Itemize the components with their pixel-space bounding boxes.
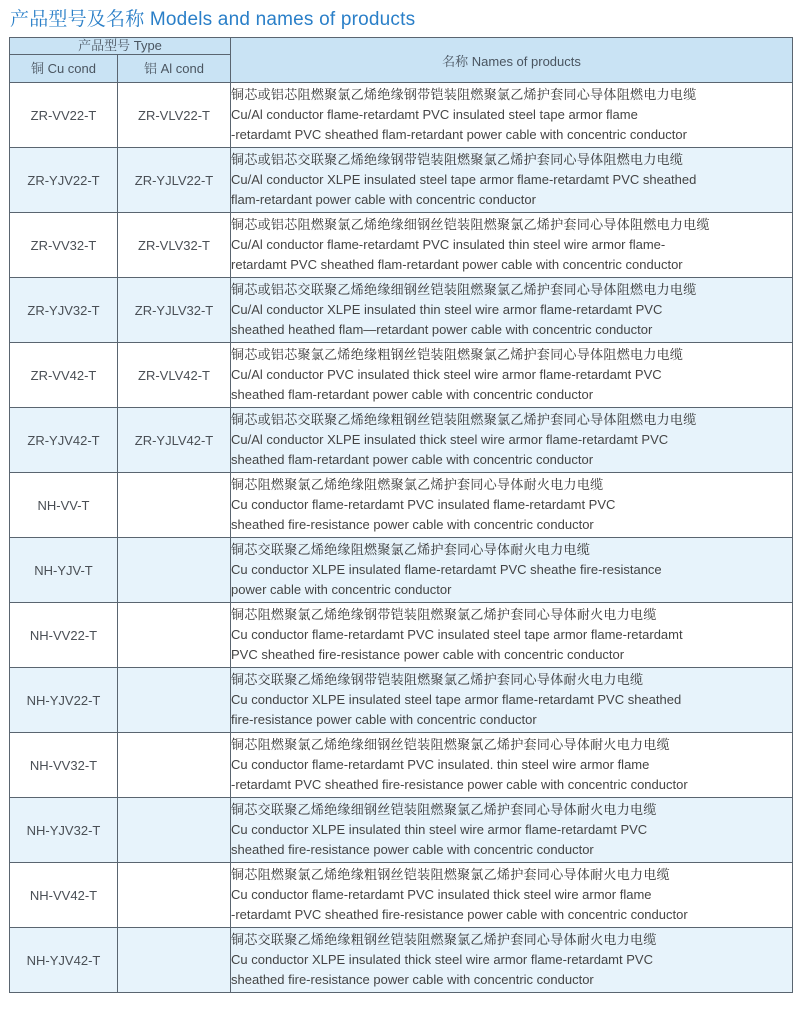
table-body [10, 83, 793, 993]
table-row [10, 798, 793, 863]
product-name-en-line1: Cu conductor flame-retardamt PVC insulated steel tape armor flame-retardamt [231, 627, 683, 642]
product-name-en-line1: Cu/Al conductor XLPE insulated steel tape armor flame-retardamt PVC sheathed [231, 172, 697, 187]
al-model-cell [118, 473, 231, 538]
al-model-cell [118, 603, 231, 668]
product-name-en-line2: sheathed flam-retardant power cable with concentric conductor [231, 452, 594, 467]
product-name-cell [231, 798, 793, 863]
product-name-cell [231, 863, 793, 928]
cu-model-cell: NH-VV42-T [10, 863, 118, 928]
cu-model-cell: NH-VV-T [10, 473, 118, 538]
product-name-zh: 铜芯阻燃聚氯乙烯绝缘粗钢丝铠装阻燃聚氯乙烯护套同心导体耐火电力电缆 [231, 867, 670, 882]
product-name-cell [231, 213, 793, 278]
al-model-cell [118, 538, 231, 603]
product-name-zh: 铜芯交联聚乙烯绝缘阻燃聚氯乙烯护套同心导体耐火电力电缆 [231, 542, 591, 557]
product-name-zh: 铜芯阻燃聚氯乙烯绝缘钢带铠装阻燃聚氯乙烯护套同心导体耐火电力电缆 [231, 607, 657, 622]
al-model-cell [118, 863, 231, 928]
product-name-en-line2: sheathed fire-resistance power cable with concentric conductor [231, 842, 594, 857]
product-name-zh: 铜芯阻燃聚氯乙烯绝缘细钢丝铠装阻燃聚氯乙烯护套同心导体耐火电力电缆 [231, 737, 670, 752]
product-name-en-line1: Cu/Al conductor XLPE insulated thin steel wire armor flame-retardamt PVC [231, 302, 663, 317]
product-name-en-line1: Cu conductor flame-retardamt PVC insulated flame-retardamt PVC [231, 497, 616, 512]
product-name-cell [231, 408, 793, 473]
al-model-cell [118, 798, 231, 863]
cu-model-cell: NH-VV22-T [10, 603, 118, 668]
table-row [10, 83, 793, 148]
header-name: 名称 Names of products [231, 38, 793, 83]
table-row [10, 148, 793, 213]
cu-model-cell: ZR-VV22-T [10, 83, 118, 148]
product-name-en-line2: sheathed flam-retardant power cable with concentric conductor [231, 387, 594, 402]
cu-model-cell: NH-YJV-T [10, 538, 118, 603]
product-name-cell [231, 603, 793, 668]
al-model-cell: ZR-YJLV42-T [118, 408, 231, 473]
product-name-cell [231, 733, 793, 798]
header-al-cond: 铝 Al cond [118, 55, 231, 83]
al-model-cell: ZR-VLV42-T [118, 343, 231, 408]
product-name-cell [231, 538, 793, 603]
product-name-en-line2: PVC sheathed fire-resistance power cable with concentric conductor [231, 647, 625, 662]
cu-model-cell: NH-VV32-T [10, 733, 118, 798]
table-row [10, 343, 793, 408]
product-name-en-line1: Cu conductor XLPE insulated thin steel wire armor flame-retardamt PVC [231, 822, 648, 837]
header-type: 产品型号 Type [10, 38, 231, 55]
products-table [9, 37, 793, 993]
product-name-zh: 铜芯或铝芯阻燃聚氯乙烯绝缘钢带铠装阻燃聚氯乙烯护套同心导体阻燃电力电缆 [231, 87, 697, 102]
cu-model-cell: ZR-YJV42-T [10, 408, 118, 473]
product-name-en-line2: sheathed fire-resistance power cable with concentric conductor [231, 517, 594, 532]
product-name-zh: 铜芯或铝芯交联聚乙烯绝缘钢带铠装阻燃聚氯乙烯护套同心导体阻燃电力电缆 [231, 152, 684, 167]
product-name-en-line2: -retardamt PVC sheathed fire-resistance power cable with concentric conductor [231, 777, 688, 792]
cu-model-cell: ZR-YJV32-T [10, 278, 118, 343]
al-model-cell: ZR-VLV22-T [118, 83, 231, 148]
product-name-en-line2: power cable with concentric conductor [231, 582, 452, 597]
page-title: 产品型号及名称 Models and names of products [10, 9, 416, 30]
product-name-en-line2: flam-retardant power cable with concentric conductor [231, 192, 536, 207]
product-name-zh: 铜芯或铝芯聚氯乙烯绝缘粗钢丝铠装阻燃聚氯乙烯护套同心导体阻燃电力电缆 [231, 347, 684, 362]
product-name-en-line2: sheathed fire-resistance power cable with concentric conductor [231, 972, 594, 987]
table-row [10, 863, 793, 928]
al-model-cell [118, 668, 231, 733]
product-name-cell [231, 473, 793, 538]
product-name-zh: 铜芯或铝芯交联聚乙烯绝缘粗钢丝铠装阻燃聚氯乙烯护套同心导体阻燃电力电缆 [231, 412, 697, 427]
product-name-cell [231, 148, 793, 213]
product-name-en-line1: Cu conductor flame-retardamt PVC insulated. thin steel wire armor flame [231, 757, 650, 772]
product-name-cell [231, 83, 793, 148]
cu-model-cell: ZR-VV32-T [10, 213, 118, 278]
product-name-zh: 铜芯或铝芯交联聚乙烯绝缘细钢丝铠装阻燃聚氯乙烯护套同心导体阻燃电力电缆 [231, 282, 697, 297]
table-row [10, 473, 793, 538]
product-name-cell [231, 278, 793, 343]
product-name-en-line2: sheathed heathed flam—retardant power cable with concentric conductor [231, 322, 653, 337]
product-name-en-line1: Cu conductor XLPE insulated thick steel wire armor flame-retardamt PVC [231, 952, 653, 967]
product-name-cell [231, 343, 793, 408]
cu-model-cell: NH-YJV32-T [10, 798, 118, 863]
cu-model-cell: ZR-YJV22-T [10, 148, 118, 213]
table-row [10, 603, 793, 668]
product-name-en-line1: Cu/Al conductor flame-retardamt PVC insulated thin steel wire armor flame- [231, 237, 666, 252]
product-name-zh: 铜芯或铝芯阻燃聚氯乙烯绝缘细钢丝铠装阻燃聚氯乙烯护套同心导体阻燃电力电缆 [231, 217, 710, 232]
cu-model-cell: ZR-VV42-T [10, 343, 118, 408]
product-name-en-line1: Cu/Al conductor PVC insulated thick steel wire armor flame-retardamt PVC [231, 367, 662, 382]
product-name-en-line2: -retardamt PVC sheathed fire-resistance power cable with concentric conductor [231, 907, 688, 922]
al-model-cell: ZR-YJLV22-T [118, 148, 231, 213]
al-model-cell: ZR-VLV32-T [118, 213, 231, 278]
product-name-zh: 铜芯交联聚乙烯绝缘钢带铠装阻燃聚氯乙烯护套同心导体耐火电力电缆 [231, 672, 644, 687]
product-name-en-line1: Cu conductor XLPE insulated steel tape armor flame-retardamt PVC sheathed [231, 692, 682, 707]
cu-model-cell: NH-YJV22-T [10, 668, 118, 733]
product-name-cell [231, 928, 793, 993]
al-model-cell: ZR-YJLV32-T [118, 278, 231, 343]
al-model-cell [118, 928, 231, 993]
product-name-en-line2: -retardamt PVC sheathed flam-retardant power cable with concentric conductor [231, 127, 687, 142]
product-name-en-line1: Cu conductor XLPE insulated flame-retardamt PVC sheathe fire-resistance [231, 562, 662, 577]
product-name-en-line2: fire-resistance power cable with concentric conductor [231, 712, 537, 727]
product-name-en-line1: Cu/Al conductor XLPE insulated thick steel wire armor flame-retardamt PVC [231, 432, 669, 447]
product-name-zh: 铜芯交联聚乙烯绝缘细钢丝铠装阻燃聚氯乙烯护套同心导体耐火电力电缆 [231, 802, 657, 817]
table-header [10, 38, 793, 83]
al-model-cell [118, 733, 231, 798]
product-name-en-line2: retardamt PVC sheathed flam-retardant power cable with concentric conductor [231, 257, 683, 272]
product-name-en-line1: Cu/Al conductor flame-retardamt PVC insulated steel tape armor flame [231, 107, 638, 122]
table-row [10, 668, 793, 733]
product-name-en-line1: Cu conductor flame-retardamt PVC insulated thick steel wire armor flame [231, 887, 652, 902]
table-row [10, 538, 793, 603]
table-row [10, 408, 793, 473]
table-row [10, 928, 793, 993]
product-name-cell [231, 668, 793, 733]
table-row [10, 278, 793, 343]
product-name-zh: 铜芯交联聚乙烯绝缘粗钢丝铠装阻燃聚氯乙烯护套同心导体耐火电力电缆 [231, 932, 657, 947]
product-name-zh: 铜芯阻燃聚氯乙烯绝缘阻燃聚氯乙烯护套同心导体耐火电力电缆 [231, 477, 604, 492]
cu-model-cell: NH-YJV42-T [10, 928, 118, 993]
table-row [10, 733, 793, 798]
header-cu-cond: 铜 Cu cond [10, 55, 118, 83]
table-row [10, 213, 793, 278]
